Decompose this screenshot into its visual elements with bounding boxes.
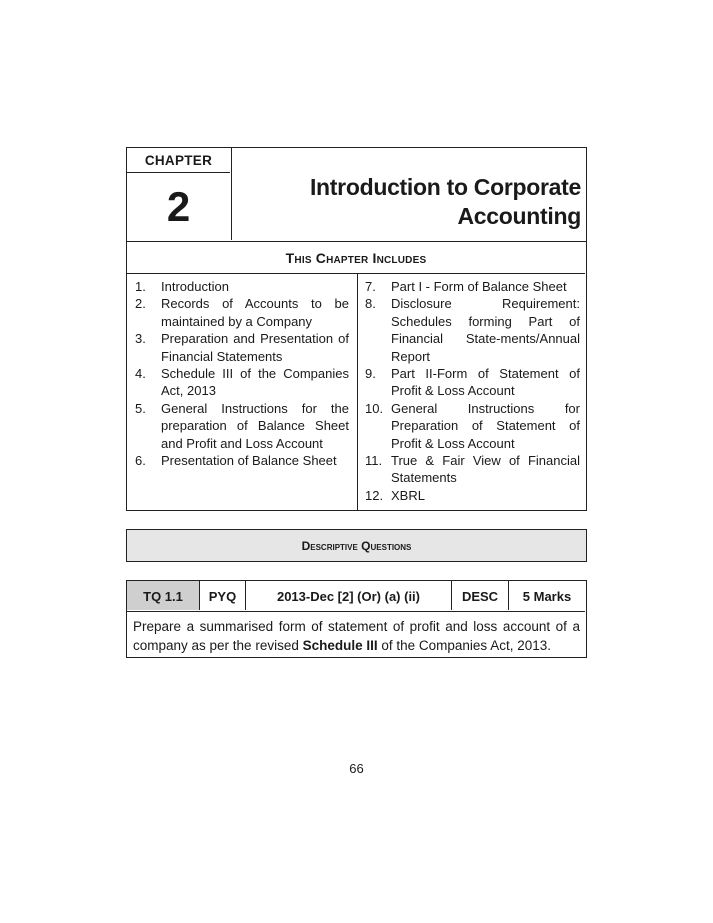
list-item [135, 452, 349, 469]
chapter-includes-box [126, 240, 587, 511]
list-item-text: General Instructions for the preparation of Balance Sheet and Profit and Loss Account [161, 400, 349, 451]
descriptive-questions-heading: Descriptive Questions [126, 529, 587, 562]
includes-list-right [365, 278, 580, 504]
page-number: 66 [349, 761, 364, 776]
question-type: PYQ [200, 581, 246, 610]
list-item [135, 365, 349, 400]
list-item [365, 452, 580, 487]
list-item-number: 9. [365, 366, 376, 382]
list-item-text: Preparation and Presentation of Financial Statements [161, 331, 349, 364]
list-item-number: 6. [135, 453, 146, 469]
chapter-number-block [127, 148, 232, 240]
question-category: DESC [452, 581, 509, 610]
column-divider [357, 273, 358, 510]
question-reference: 2013-Dec [2] (Or) (a) (ii) [246, 581, 452, 610]
list-item [365, 295, 580, 365]
list-item-number: 5. [135, 400, 146, 416]
list-item-text: True & Fair View of Financial Statements [391, 453, 580, 486]
list-item [135, 330, 349, 365]
list-item-text: General Instructions for Preparation of Statement of Profit & Loss Account [391, 400, 580, 451]
question-header-row [127, 581, 585, 612]
list-item-text: Part II-Form of Statement of Profit & Loss Account [391, 366, 580, 399]
list-item [365, 487, 580, 504]
question-text: Prepare a summarised form of statement of profit and loss account of a company as per the revised Schedule III of the Companies Act, 2013. [133, 619, 580, 653]
chapter-label: CHAPTER [127, 148, 230, 173]
chapter-title-line-1: Introduction to Corporate [309, 174, 581, 200]
question-text-bold: Schedule III [302, 638, 378, 653]
chapter-header [126, 147, 587, 242]
list-item-text: Introduction [161, 279, 229, 294]
list-item [365, 365, 580, 400]
chapter-includes-heading: This Chapter Includes [127, 240, 585, 274]
list-item-number: 12. [365, 487, 384, 503]
list-item [365, 400, 580, 452]
chapter-title-line-2: Accounting [457, 203, 581, 229]
list-item-number: 3. [135, 331, 146, 347]
includes-list-left [135, 278, 349, 469]
list-item-text: Disclosure Requirement: Schedules forming Part of Financial State-ments/Annual Report [391, 296, 580, 364]
list-item-text: Presentation of Balance Sheet [161, 453, 337, 469]
list-item [135, 278, 349, 295]
question-id: TQ 1.1 [127, 581, 200, 610]
list-item [135, 400, 349, 452]
list-item-text: Records of Accounts to be maintained by a Company [161, 296, 349, 329]
list-item-number: 11. [365, 453, 383, 469]
question-table [126, 580, 587, 658]
list-item [365, 278, 580, 295]
chapter-number: 2 [166, 183, 191, 230]
list-item-number: 2. [135, 296, 146, 312]
list-item-number: 8. [365, 296, 376, 312]
list-item-number: 4. [135, 366, 146, 382]
list-item-number: 7. [365, 279, 376, 294]
list-item-number: 10. [365, 400, 384, 416]
list-item-number: 1. [135, 279, 146, 294]
list-item-text: Part I - Form of Balance Sheet [391, 279, 567, 294]
list-item [135, 295, 349, 330]
list-item-text: XBRL [391, 487, 425, 503]
chapter-title [242, 173, 581, 231]
list-item-text: Schedule III of the Companies Act, 2013 [161, 366, 349, 399]
question-marks: 5 Marks [522, 589, 572, 604]
